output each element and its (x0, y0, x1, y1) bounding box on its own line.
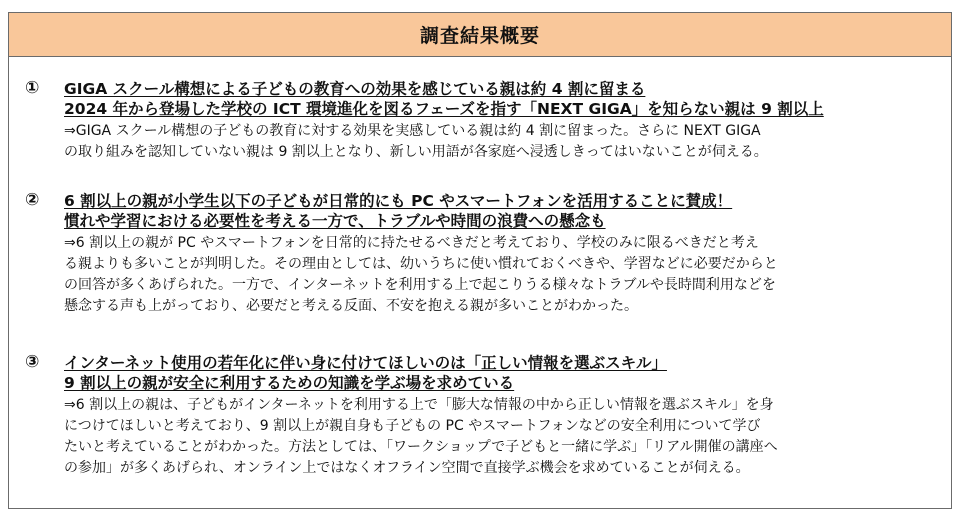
finding-body (64, 121, 944, 163)
finding-body-line: ⇒6 割以上の親は、子どもがインターネットを利用する上で「膨大な情報の中から正しい情報を選ぶスキル」を身 (64, 397, 774, 413)
finding-number: ② (25, 190, 40, 210)
finding-body-line: の参加」が多くあげられ、オンライン上ではなくオフライン空間で直接学ぶ機会を求めていることが伺える。 (64, 460, 750, 476)
finding-body-line: の回答が多くあげられた。一方で、インターネットを利用する上で起こりうる様々なトラブルや長時間利用などを (64, 277, 776, 293)
finding-body-line: につけてほしいと考えており、9 割以上が親自身も子どもの PC やスマートフォンなどの安全利用について学び (64, 418, 761, 434)
finding-body (64, 395, 944, 479)
finding-heading-line: GIGA スクール構想による子どもの教育への効果を感じている親は約 4 割に留まる (64, 80, 646, 98)
finding-body-line: 懸念する声も上がっており、必要だと考える反面、不安を抱える親が多いことがわかった。 (64, 298, 638, 314)
finding-body-line: ⇒GIGA スクール構想の子どもの教育に対する効果を実感している親は約 4 割に留まった。さらに NEXT GIGA (64, 123, 761, 139)
finding-body-line: の取り組みを認知していない親は 9 割以上となり、新しい用語が各家庭へ浸透しきってはいないことが伺える。 (64, 144, 768, 160)
summary-box (8, 12, 952, 509)
finding-number: ③ (25, 352, 40, 372)
finding-number: ① (25, 78, 40, 98)
summary-title: 調査結果概要 (419, 25, 540, 47)
summary-header (9, 13, 951, 57)
finding-heading-line: 6 割以上の親が小学生以下の子どもが日常的にも PC やスマートフォンを活用することに賛成！ (64, 192, 733, 210)
finding-body-line: ⇒6 割以上の親が PC やスマートフォンを日常的に持たせるべきだと考えており、学校のみに限るべきだと考え (64, 235, 759, 251)
finding-body-line: る親よりも多いことが判明した。その理由としては、幼いうちに使い慣れておくべきや、学習などに必要だからと (64, 256, 778, 272)
finding-heading-line: 9 割以上の親が安全に利用するための知識を学ぶ場を求めている (64, 374, 515, 392)
finding-heading-line: インターネット使用の若年化に伴い身に付けてほしいのは「正しい情報を選ぶスキル」 (64, 354, 667, 372)
finding-heading-line: 慣れや学習における必要性を考える一方で、トラブルや時間の浪費への懸念も (64, 212, 606, 230)
finding-body (64, 233, 944, 317)
finding-body-line: たいと考えていることがわかった。方法としては、「ワークショップで子どもと一緒に学ぶ」「リアル開催の講座へ (64, 439, 778, 455)
finding-heading-line: 2024 年から登場した学校の ICT 環境進化を図るフェーズを指す「NEXT GIGA」を知らない親は 9 割以上 (64, 100, 824, 118)
